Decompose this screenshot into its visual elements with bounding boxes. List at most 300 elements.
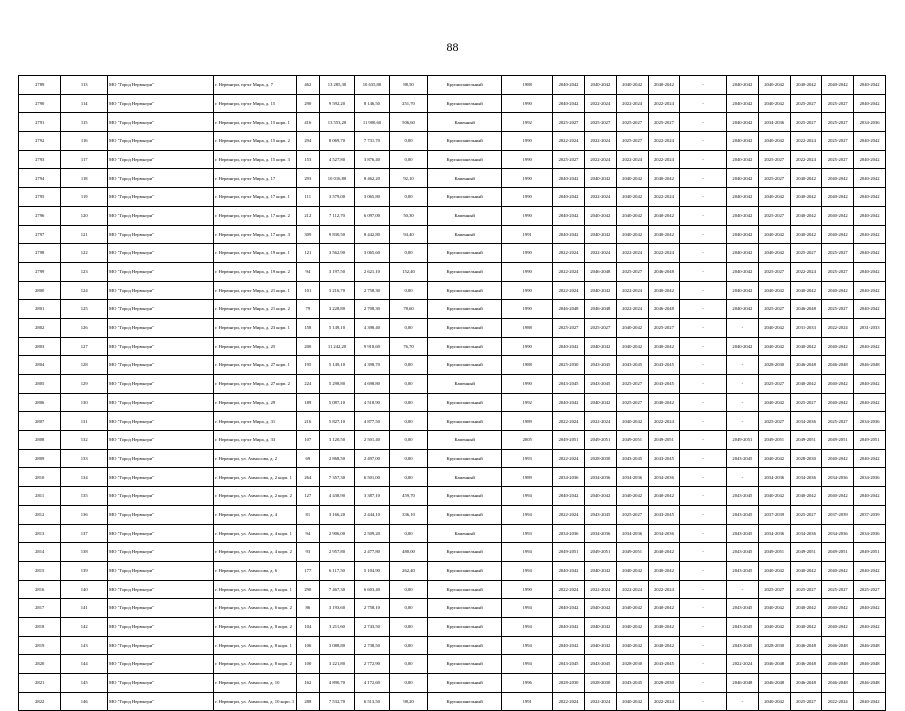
cell-period: 2040-2042 (616, 225, 648, 244)
cell-period: 2040-2042 (758, 393, 790, 412)
cell-residents: 416 (296, 113, 319, 132)
cell-address: г. Нерюнгри, ул. Аммосова, д. 2 корп. 2 (214, 487, 297, 506)
cell-period: 2043-2045 (616, 449, 648, 468)
cell-period: 2031-2033 (854, 318, 886, 337)
cell-period: 2043-2045 (616, 674, 648, 693)
cell-dash: - (680, 543, 727, 562)
cell-period: 2040-2042 (854, 487, 886, 506)
cell-period: 2040-2042 (822, 599, 854, 618)
cell-living-area: 4 398,40 (354, 318, 389, 337)
cell-wall-material: Крупнопанельный (428, 617, 502, 636)
cell-period: 2040-2042 (726, 206, 758, 225)
cell-period: 2043-2045 (726, 599, 758, 618)
cell-municipality: МО "Город Нерюнгри" (108, 375, 214, 394)
cell-local-number: 139 (61, 561, 108, 580)
cell-record-id: 2793 (19, 150, 61, 169)
cell-period: 2040-2042 (648, 169, 680, 188)
cell-address: г. Нерюнгри, ул. Аммосова, д. 4 (214, 505, 297, 524)
cell-record-id: 2813 (19, 524, 61, 543)
cell-wall-material: Крупнопанельный (428, 449, 502, 468)
cell-period: 2025-2027 (616, 262, 648, 281)
cell-dash: - (680, 617, 727, 636)
cell-period: 2040-2042 (726, 113, 758, 132)
cell-period: 2040-2042 (726, 76, 758, 95)
cell-period: 2022-2024 (616, 94, 648, 113)
cell-dash: - (680, 262, 727, 281)
cell-nonliving-area: 152,40 (389, 262, 427, 281)
cell-address: г. Нерюнгри, ул. Аммосова, д. 8 корп. 2 (214, 655, 297, 674)
cell-wall-material: Каменный (428, 225, 502, 244)
cell-period: - (726, 375, 758, 394)
cell-period: 2028-2030 (584, 674, 616, 693)
cell-local-number: 120 (61, 206, 108, 225)
cell-period: 2043-2045 (648, 356, 680, 375)
cell-total-area: 11 242,20 (319, 337, 354, 356)
cell-period: 2022-2024 (790, 132, 822, 151)
cell-period: 2043-2045 (726, 449, 758, 468)
cell-dash: - (680, 337, 727, 356)
cell-period: 2028-2030 (648, 674, 680, 693)
cell-living-area: 2 738,50 (354, 636, 389, 655)
cell-build-year: 1990 (502, 150, 553, 169)
cell-period: 2022-2024 (648, 132, 680, 151)
cell-wall-material: Крупнопанельный (428, 356, 502, 375)
cell-period: 2040-2042 (584, 599, 616, 618)
table-row (19, 561, 886, 580)
cell-period: 2040-2042 (758, 561, 790, 580)
cell-address: г. Нерюнгри, пр-кт Мира, д. 17 (214, 169, 297, 188)
cell-dash: - (680, 132, 727, 151)
cell-period: 2040-2042 (790, 337, 822, 356)
cell-residents: 100 (296, 655, 319, 674)
cell-local-number: 113 (61, 76, 108, 95)
cell-nonliving-area: 78,60 (389, 300, 427, 319)
cell-dash: - (680, 188, 727, 207)
cell-period: 2040-2042 (584, 225, 616, 244)
cell-period: 2022-2024 (822, 318, 854, 337)
cell-period: 2040-2042 (616, 561, 648, 580)
cell-wall-material: Крупнопанельный (428, 393, 502, 412)
cell-period: 2034-2036 (616, 468, 648, 487)
cell-nonliving-area: 0,00 (389, 674, 427, 693)
cell-residents: 121 (296, 244, 319, 263)
cell-period: 2040-2042 (584, 393, 616, 412)
cell-period: 2025-2027 (616, 375, 648, 394)
cell-municipality: МО "Город Нерюнгри" (108, 580, 214, 599)
cell-period: 2040-2042 (553, 76, 585, 95)
cell-period: 2046-2048 (758, 655, 790, 674)
cell-period: 2040-2042 (790, 188, 822, 207)
cell-period: 2040-2042 (758, 225, 790, 244)
cell-dash: - (680, 225, 727, 244)
cell-local-number: 125 (61, 300, 108, 319)
cell-period: 2040-2042 (553, 169, 585, 188)
cell-period: 2040-2042 (854, 262, 886, 281)
table-row (19, 318, 886, 337)
cell-record-id: 2803 (19, 337, 61, 356)
cell-period: 2022-2024 (584, 244, 616, 263)
cell-nonliving-area: 0,00 (389, 431, 427, 450)
table-row (19, 113, 886, 132)
cell-dash: - (680, 244, 727, 263)
table-row (19, 580, 886, 599)
cell-period: 2025-2027 (616, 132, 648, 151)
cell-period: 2049-2051 (553, 431, 585, 450)
cell-period: 2034-2036 (822, 468, 854, 487)
cell-build-year: 1990 (502, 337, 553, 356)
cell-period: 2025-2030 (553, 356, 585, 375)
cell-period: 2040-2042 (790, 561, 822, 580)
cell-period: 2046-2048 (790, 300, 822, 319)
cell-build-year: 1988 (502, 318, 553, 337)
cell-period: 2040-2042 (822, 617, 854, 636)
cell-dash: - (680, 412, 727, 431)
cell-period: 2028-2030 (584, 449, 616, 468)
cell-period: 2040-2042 (648, 561, 680, 580)
cell-address: г. Нерюнгри, пр-кт Мира, д. 27 корп. 1 (214, 356, 297, 375)
cell-residents: 86 (296, 599, 319, 618)
cell-living-area: 4 877,50 (354, 412, 389, 431)
cell-period: 2040-2042 (854, 244, 886, 263)
cell-period: 2040-2042 (854, 206, 886, 225)
cell-total-area: 9 592,20 (319, 94, 354, 113)
cell-period: 2034-2036 (790, 468, 822, 487)
cell-residents: 153 (296, 150, 319, 169)
cell-period: 2046-2048 (758, 674, 790, 693)
cell-address: г. Нерюнгри, пр-кт Мира, д. 21 корп. 1 (214, 281, 297, 300)
cell-period: 2022-2024 (553, 449, 585, 468)
cell-period: 2022-2024 (616, 300, 648, 319)
cell-municipality: МО "Город Нерюнгри" (108, 449, 214, 468)
cell-period: 2040-2042 (553, 636, 585, 655)
cell-record-id: 2805 (19, 375, 61, 394)
table-row (19, 487, 886, 506)
cell-period: 2040-2042 (854, 599, 886, 618)
cell-period: 2040-2042 (648, 393, 680, 412)
cell-municipality: МО "Город Нерюнгри" (108, 244, 214, 263)
cell-period: 2046-2048 (854, 636, 886, 655)
cell-period: 2025-2027 (758, 580, 790, 599)
cell-period: 2040-2042 (726, 169, 758, 188)
table-row (19, 449, 886, 468)
cell-period: 2040-2042 (726, 188, 758, 207)
cell-address: г. Нерюнгри, пр-кт Мира, д. 15 корп. 1 (214, 113, 297, 132)
cell-period: 2025-2027 (822, 580, 854, 599)
cell-period: 2025-2027 (616, 505, 648, 524)
cell-period: 2040-2042 (822, 561, 854, 580)
cell-address: г. Нерюнгри, ул. Аммосова, д. 4 корп. 1 (214, 524, 297, 543)
cell-period: 2040-2042 (854, 375, 886, 394)
cell-record-id: 2809 (19, 449, 61, 468)
cell-address: г. Нерюнгри, пр-кт Мира, д. 33 (214, 431, 297, 450)
cell-period: 2037-2039 (758, 505, 790, 524)
cell-nonliving-area: 459,70 (389, 487, 427, 506)
cell-residents: 224 (296, 375, 319, 394)
cell-period: 2040-2042 (616, 206, 648, 225)
cell-wall-material: Крупнопанельный (428, 188, 502, 207)
cell-living-area: 2 772,90 (354, 655, 389, 674)
cell-period: 2022-2024 (584, 580, 616, 599)
cell-period: 2022-2024 (553, 262, 585, 281)
cell-wall-material: Крупнопанельный (428, 599, 502, 618)
cell-period: 2022-2024 (822, 692, 854, 711)
cell-wall-material: Каменный (428, 169, 502, 188)
cell-living-area: 4 518,90 (354, 393, 389, 412)
cell-period: 2034-2036 (758, 468, 790, 487)
cell-period: 2034-2036 (790, 524, 822, 543)
cell-wall-material: Каменный (428, 375, 502, 394)
cell-period: 2040-2042 (616, 169, 648, 188)
cell-period: 2028-2030 (616, 655, 648, 674)
cell-period: 2040-2042 (758, 281, 790, 300)
cell-nonliving-area: 88,50 (389, 76, 427, 95)
cell-wall-material: Каменный (428, 113, 502, 132)
cell-period: 2025-2027 (553, 318, 585, 337)
cell-wall-material: Крупнопанельный (428, 281, 502, 300)
cell-period: 2025-2027 (648, 113, 680, 132)
cell-period: 2049-2051 (790, 431, 822, 450)
cell-living-area: 2 743,50 (354, 617, 389, 636)
cell-address: г. Нерюнгри, пр-кт Мира, д. 15 корп. 3 (214, 150, 297, 169)
cell-living-area: 2 758,30 (354, 281, 389, 300)
cell-period: 2025-2027 (822, 94, 854, 113)
cell-period: 2040-2042 (616, 599, 648, 618)
table-row (19, 262, 886, 281)
cell-period: 2046-2048 (790, 674, 822, 693)
cell-living-area: 2 444,10 (354, 505, 389, 524)
cell-record-id: 2822 (19, 692, 61, 711)
cell-address: г. Нерюнгри, ул. Аммосова, д. 6 корп. 2 (214, 599, 297, 618)
cell-period: 2025-2027 (822, 262, 854, 281)
cell-dash: - (680, 505, 727, 524)
cell-period: 2025-2027 (616, 113, 648, 132)
cell-period: 2043-2045 (584, 356, 616, 375)
cell-period: 2040-2042 (553, 487, 585, 506)
cell-period: 2040-2042 (854, 225, 886, 244)
cell-living-area: 11 900,60 (354, 113, 389, 132)
cell-period: 2040-2042 (584, 76, 616, 95)
cell-build-year: 1994 (502, 561, 553, 580)
cell-period: 2043-2045 (726, 561, 758, 580)
cell-local-number: 138 (61, 543, 108, 562)
cell-record-id: 2812 (19, 505, 61, 524)
cell-local-number: 143 (61, 636, 108, 655)
cell-period: 2046-2048 (822, 636, 854, 655)
cell-address: г. Нерюнгри, пр-кт Мира, д. 25 (214, 337, 297, 356)
table-row (19, 468, 886, 487)
cell-nonliving-area: 76,70 (389, 337, 427, 356)
cell-nonliving-area: 0,00 (389, 617, 427, 636)
cell-period: 2040-2042 (648, 281, 680, 300)
cell-nonliving-area: 0,00 (389, 393, 427, 412)
cell-nonliving-area: 0,00 (389, 524, 427, 543)
table-row (19, 524, 886, 543)
cell-period: 2046-2048 (790, 655, 822, 674)
cell-build-year: 1996 (502, 674, 553, 693)
cell-residents: 290 (296, 94, 319, 113)
cell-period: 2040-2042 (648, 487, 680, 506)
cell-period: 2049-2051 (758, 431, 790, 450)
cell-total-area: 3 216,70 (319, 281, 354, 300)
cell-living-area: 6 097,00 (354, 206, 389, 225)
cell-living-area: 8 462,20 (354, 169, 389, 188)
cell-dash: - (680, 281, 727, 300)
cell-period: 2046-2048 (648, 300, 680, 319)
cell-period: 2049-2051 (854, 543, 886, 562)
cell-period: 2022-2024 (790, 262, 822, 281)
cell-build-year: 1991 (502, 692, 553, 711)
table-row (19, 356, 886, 375)
cell-wall-material: Крупнопанельный (428, 674, 502, 693)
cell-record-id: 2799 (19, 262, 61, 281)
cell-period: 2040-2042 (822, 281, 854, 300)
cell-period: 2040-2042 (616, 412, 648, 431)
cell-nonliving-area: 251,70 (389, 94, 427, 113)
cell-period: 2040-2042 (758, 188, 790, 207)
cell-living-area: 6 603,40 (354, 580, 389, 599)
cell-period: 2034-2036 (648, 468, 680, 487)
cell-period: 2025-2027 (790, 113, 822, 132)
cell-residents: 290 (296, 580, 319, 599)
cell-period: 2043-2045 (584, 655, 616, 674)
cell-build-year: 2005 (502, 431, 553, 450)
cell-period: 2040-2042 (790, 281, 822, 300)
cell-period: 2022-2024 (648, 188, 680, 207)
cell-municipality: МО "Город Нерюнгри" (108, 281, 214, 300)
cell-nonliving-area: 0,00 (389, 449, 427, 468)
cell-period: 2022-2024 (553, 580, 585, 599)
cell-period: 2022-2024 (584, 412, 616, 431)
cell-build-year: 1990 (502, 188, 553, 207)
cell-build-year: 1990 (502, 169, 553, 188)
cell-period: 2022-2024 (553, 281, 585, 300)
cell-period: 2040-2042 (616, 188, 648, 207)
cell-period: 2043-2045 (726, 505, 758, 524)
cell-municipality: МО "Город Нерюнгри" (108, 94, 214, 113)
cell-build-year: 1992 (502, 113, 553, 132)
cell-period: 2040-2042 (648, 543, 680, 562)
cell-record-id: 2802 (19, 318, 61, 337)
cell-period: 2025-2027 (758, 169, 790, 188)
cell-record-id: 2804 (19, 356, 61, 375)
cell-nonliving-area: 0,00 (389, 244, 427, 263)
cell-residents: 462 (296, 76, 319, 95)
cell-record-id: 2790 (19, 94, 61, 113)
cell-total-area: 13 285,30 (319, 76, 354, 95)
cell-living-area: 4 398,70 (354, 356, 389, 375)
cell-period: 2046-2048 (854, 674, 886, 693)
cell-period: 2034-2036 (553, 468, 585, 487)
cell-living-area: 6 513,50 (354, 692, 389, 711)
cell-period: 2037-2039 (854, 505, 886, 524)
cell-period: 2043-2045 (726, 524, 758, 543)
cell-wall-material: Крупнопанельный (428, 300, 502, 319)
cell-residents: 309 (296, 225, 319, 244)
cell-living-area: 2 758,10 (354, 599, 389, 618)
cell-period: 2040-2042 (726, 150, 758, 169)
cell-period: 2028-2030 (553, 674, 585, 693)
cell-dash: - (680, 431, 727, 450)
cell-residents: 293 (296, 169, 319, 188)
cell-local-number: 128 (61, 356, 108, 375)
table-row (19, 431, 886, 450)
cell-address: г. Нерюнгри, пр-кт Мира, д. 27 корп. 2 (214, 375, 297, 394)
cell-period: 2040-2042 (758, 132, 790, 151)
cell-record-id: 2817 (19, 599, 61, 618)
cell-wall-material: Крупнопанельный (428, 76, 502, 95)
cell-period: 2043-2045 (648, 655, 680, 674)
cell-municipality: МО "Город Нерюнгри" (108, 300, 214, 319)
cell-total-area: 3 221,80 (319, 655, 354, 674)
cell-dash: - (680, 580, 727, 599)
cell-record-id: 2791 (19, 113, 61, 132)
cell-period: 2043-2045 (584, 375, 616, 394)
cell-municipality: МО "Город Нерюнгри" (108, 262, 214, 281)
cell-dash: - (680, 206, 727, 225)
cell-period: 2040-2042 (648, 225, 680, 244)
cell-period: 2049-2051 (790, 543, 822, 562)
cell-dash: - (680, 655, 727, 674)
cell-period: 2022-2024 (584, 150, 616, 169)
cell-total-area: 2 868,50 (319, 449, 354, 468)
cell-total-area: 9 830,50 (319, 225, 354, 244)
cell-nonliving-area: 0,00 (389, 375, 427, 394)
cell-period: 2040-2042 (854, 94, 886, 113)
cell-local-number: 124 (61, 281, 108, 300)
cell-period: 2040-2042 (822, 375, 854, 394)
cell-period: 2043-2045 (726, 487, 758, 506)
cell-total-area: 2 957,80 (319, 543, 354, 562)
cell-municipality: МО "Город Нерюнгри" (108, 617, 214, 636)
cell-period: 2040-2042 (648, 76, 680, 95)
cell-total-area: 8 069,70 (319, 132, 354, 151)
cell-residents: 79 (296, 300, 319, 319)
cell-living-area: 3 876,40 (354, 150, 389, 169)
cell-period: 2049-2051 (584, 431, 616, 450)
cell-period: 2049-2051 (553, 543, 585, 562)
cell-period: 2040-2042 (758, 692, 790, 711)
table-row (19, 674, 886, 693)
cell-period: 2046-2048 (790, 356, 822, 375)
cell-period: 2049-2051 (758, 543, 790, 562)
cell-record-id: 2794 (19, 169, 61, 188)
cell-local-number: 117 (61, 150, 108, 169)
cell-local-number: 121 (61, 225, 108, 244)
cell-local-number: 132 (61, 431, 108, 450)
cell-local-number: 146 (61, 692, 108, 711)
cell-period: - (726, 393, 758, 412)
cell-period: 2025-2027 (822, 244, 854, 263)
cell-dash: - (680, 487, 727, 506)
cell-period: 2040-2042 (648, 599, 680, 618)
cell-period: - (726, 468, 758, 487)
cell-build-year: 1994 (502, 599, 553, 618)
cell-local-number: 122 (61, 244, 108, 263)
cell-municipality: МО "Город Нерюнгри" (108, 487, 214, 506)
cell-total-area: 4 438,90 (319, 487, 354, 506)
cell-build-year: 1994 (502, 617, 553, 636)
cell-period: 2034-2036 (584, 524, 616, 543)
cell-period: 2043-2045 (648, 375, 680, 394)
cell-build-year: 1990 (502, 281, 553, 300)
cell-record-id: 2807 (19, 412, 61, 431)
table-row (19, 206, 886, 225)
cell-nonliving-area: 0,00 (389, 356, 427, 375)
cell-period: 2022-2024 (553, 132, 585, 151)
cell-period: 2025-2027 (822, 412, 854, 431)
cell-nonliving-area: 0,00 (389, 468, 427, 487)
cell-period: 2025-2027 (790, 692, 822, 711)
